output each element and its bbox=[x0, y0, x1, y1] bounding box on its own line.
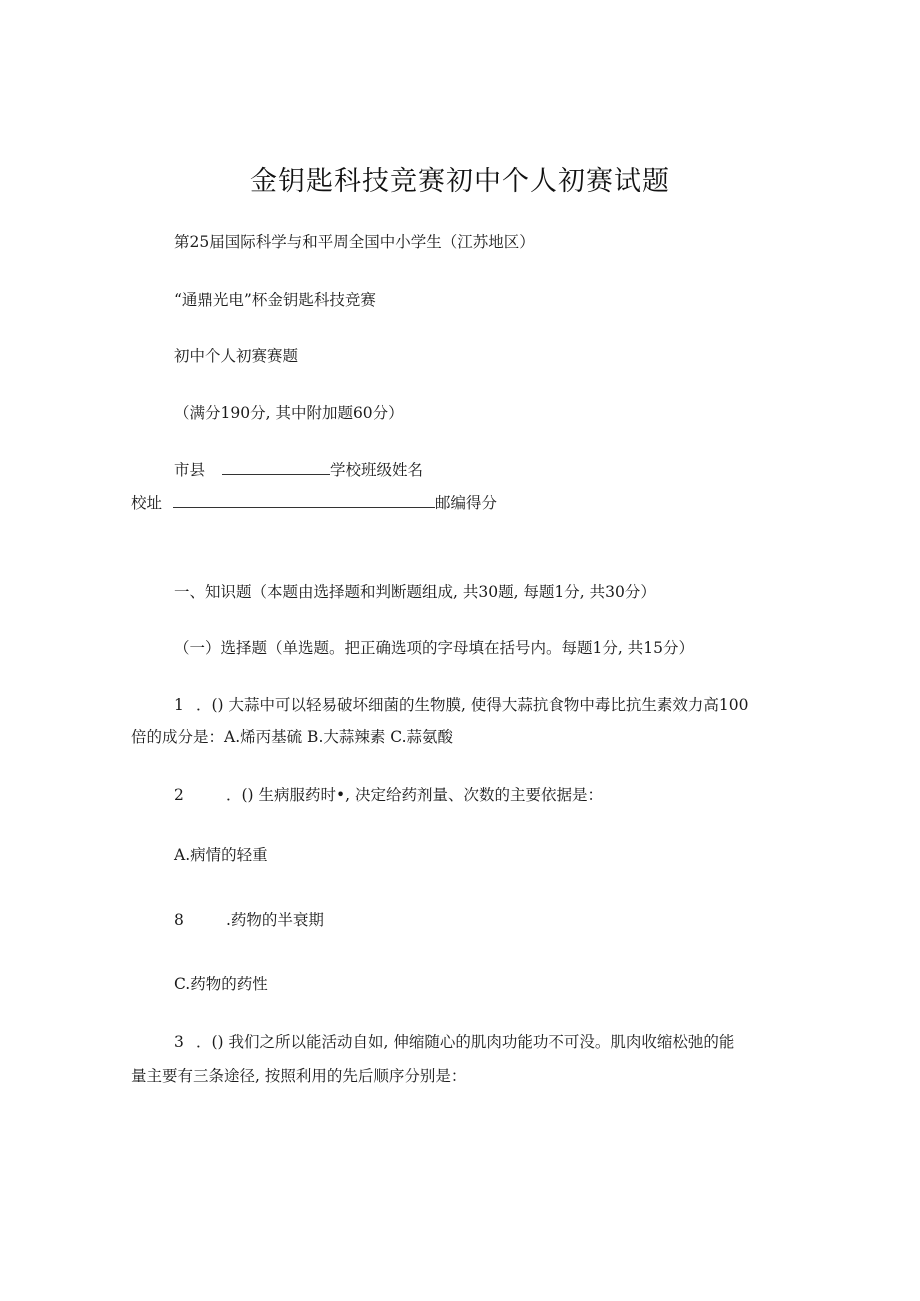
question-1-line-1 bbox=[174, 695, 748, 715]
header-line-exam: 初中个人初赛赛题 bbox=[174, 347, 299, 365]
question-2 bbox=[174, 785, 603, 805]
question-3-line-2: 量主要有三条途径, 按照利用的先后顺序分别是： bbox=[131, 1067, 467, 1085]
question-2-number: 2 bbox=[174, 786, 184, 804]
question-2-option-a: A.病情的轻重 bbox=[174, 846, 268, 864]
question-1-number: 1 bbox=[174, 696, 184, 714]
school-class-name-label: 学校班级姓名 bbox=[329, 461, 423, 479]
form-row-address bbox=[131, 493, 497, 513]
city-label: 市县 bbox=[174, 461, 206, 479]
address-blank bbox=[173, 493, 435, 508]
form-row-city bbox=[174, 460, 423, 480]
address-label: 校址 bbox=[131, 494, 163, 512]
header-line-cup: “通鼎光电”杯金钥匙科技竞赛 bbox=[174, 291, 376, 309]
header-line-score: （满分190分, 其中附加题60分） bbox=[174, 404, 404, 422]
question-2-option-b bbox=[174, 910, 324, 930]
question-2-option-b-text: .药物的半衰期 bbox=[226, 911, 324, 929]
section-subheading: （一）选择题（单选题。把正确选项的字母填在括号内。每题1分, 共15分） bbox=[174, 639, 694, 657]
city-blank bbox=[222, 460, 330, 475]
question-1-line-2: 倍的成分是：A.烯丙基硫 B.大蒜辣素 C.蒜氨酸 bbox=[131, 728, 454, 746]
section-heading: 一、知识题（本题由选择题和判断题组成, 共30题, 每题1分, 共30分） bbox=[174, 583, 656, 601]
document-title: 金钥匙科技竞赛初中个人初赛试题 bbox=[250, 166, 670, 197]
question-3-number: 3 bbox=[174, 1033, 184, 1051]
zip-score-label: 邮编得分 bbox=[434, 494, 497, 512]
question-2-option-c: C.药物的药性 bbox=[174, 975, 268, 993]
question-3-line-1 bbox=[174, 1032, 734, 1052]
question-2-text: ．() 生病服药时•, 决定给药剂量、次数的主要依据是： bbox=[226, 786, 604, 804]
question-2-option-b-number: 8 bbox=[174, 911, 184, 929]
header-line-event: 第25届国际科学与和平周全国中小学生（江苏地区） bbox=[174, 233, 535, 251]
question-1-text: ．() 大蒜中可以轻易破坏细菌的生物膜, 使得大蒜抗食物中毒比抗生素效力高100 bbox=[196, 696, 749, 714]
question-3-text: ．() 我们之所以能活动自如, 伸缩随心的肌肉功能功不可没。肌肉收缩松弛的能 bbox=[196, 1033, 735, 1051]
